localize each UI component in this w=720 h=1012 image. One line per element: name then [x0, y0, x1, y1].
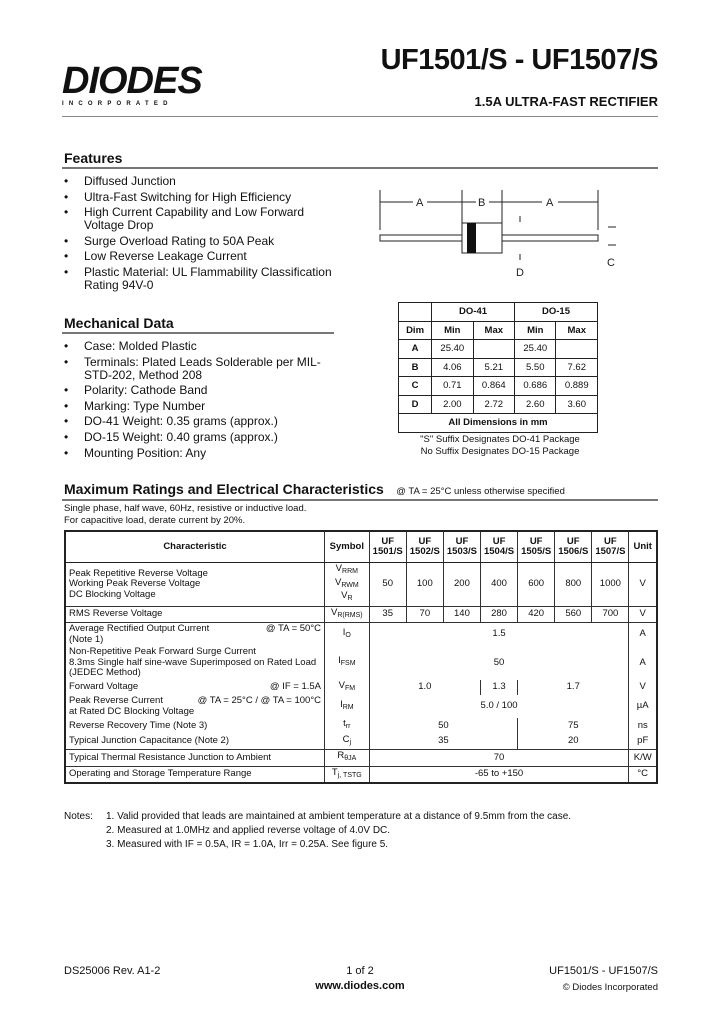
symbol: [328, 700, 366, 714]
table-row: [65, 646, 657, 680]
table-cell: 0.889: [556, 377, 598, 396]
dim-label-a: A: [546, 197, 554, 209]
logo-tagline: INCORPORATED: [62, 101, 173, 107]
ratings-intro: [64, 503, 306, 527]
value-cell: -65 to +150: [369, 766, 629, 783]
column-header: Max: [473, 321, 514, 340]
value-cell: 600: [518, 563, 555, 607]
mechanical-heading: Mechanical Data: [64, 315, 174, 331]
value-cell: 200: [443, 563, 480, 607]
dim-label-c: C: [607, 257, 615, 269]
table-row: [399, 377, 598, 396]
table-cell: 0.71: [432, 377, 473, 396]
dim-label-a: A: [416, 197, 424, 209]
table-row: [65, 734, 657, 750]
characteristic-line: Working Peak Reverse Voltage: [69, 578, 201, 589]
symbol-cell: [325, 646, 370, 680]
table-cell: 5.50: [515, 358, 556, 377]
header-part: UF 1501/S: [369, 531, 406, 563]
value-cell: 420: [518, 606, 555, 623]
symbol: [328, 719, 366, 733]
table-cell: 0.864: [473, 377, 514, 396]
table-row: [65, 623, 657, 647]
value-cell: 1000: [592, 563, 629, 607]
characteristic-line: Peak Reverse Current: [69, 695, 163, 706]
symbol-main: V: [335, 563, 343, 574]
package-header: DO-15: [515, 303, 598, 322]
characteristic-cell: [65, 680, 325, 696]
unit-cell: ns: [629, 718, 657, 734]
symbol-sub: RRM: [342, 568, 358, 575]
list-item: • Surge Overload Rating to 50A Peak: [62, 235, 332, 248]
notes-label: Notes:: [64, 811, 93, 822]
condition: @ TA = 50°C: [265, 623, 321, 634]
header-part: UF 1505/S: [518, 531, 555, 563]
column-header: Max: [556, 321, 598, 340]
value-cell: 75: [518, 718, 629, 734]
symbol-main: T: [331, 766, 338, 778]
symbol-main: V: [338, 679, 345, 691]
unit-cell: µA: [629, 695, 657, 718]
table-row: [399, 340, 598, 359]
value-cell: 70: [406, 606, 443, 623]
symbol-main: V: [331, 606, 338, 618]
column-header-row: [399, 321, 598, 340]
value-cell: 35: [369, 606, 406, 623]
value-cell: 50: [369, 718, 517, 734]
symbol-cell: [325, 606, 370, 623]
unit-cell: K/W: [629, 750, 657, 767]
footer-part: UF1501/S - UF1507/S: [549, 965, 658, 977]
symbol: [328, 681, 366, 695]
package-header: DO-41: [432, 303, 515, 322]
package-header-row: [399, 303, 598, 322]
column-header: Min: [515, 321, 556, 340]
footer-row: [399, 414, 598, 433]
symbol-main: C: [342, 733, 350, 745]
symbol-sub: RWM: [341, 581, 359, 589]
list-item: • Plastic Material: UL Flammability Classification Rating 94V-0: [62, 266, 332, 292]
characteristic-cell: [65, 734, 325, 750]
table-cell: [473, 340, 514, 359]
symbol-sub: R(RMS): [337, 611, 363, 619]
symbol: [328, 628, 366, 642]
condition: @ TA = 25°C / @ TA = 100°C: [197, 695, 321, 706]
header-part: UF 1502/S: [406, 531, 443, 563]
dim-label-b: B: [478, 197, 486, 209]
characteristic-cell: [65, 695, 325, 718]
header-part: UF 1506/S: [555, 531, 592, 563]
ratings-condition: @ TA = 25°C unless otherwise specified: [396, 486, 565, 497]
list-item: • DO-41 Weight: 0.35 grams (approx.): [62, 415, 332, 428]
website-link[interactable]: www.diodes.com: [315, 980, 405, 992]
symbol-cell: [325, 695, 370, 718]
header-symbol: Symbol: [325, 531, 370, 563]
characteristic-line: Operating and Storage Temperature Range: [69, 768, 252, 779]
symbol: [328, 768, 366, 782]
note-item: 2. Measured at 1.0MHz and applied reverse voltage of 4.0V DC.: [106, 825, 391, 836]
symbol: [328, 656, 366, 670]
table-row: [65, 563, 657, 607]
unit-cell: °C: [629, 766, 657, 783]
table-cell: 0.686: [515, 377, 556, 396]
suffix-note: No Suffix Designates DO-15 Package: [420, 446, 580, 457]
dim-label-d: D: [516, 267, 524, 279]
list-item: • Case: Molded Plastic: [62, 340, 332, 353]
symbol-cell: [325, 680, 370, 696]
symbol-main: I: [342, 626, 346, 638]
list-item: • Ultra-Fast Switching for High Efficiency: [62, 191, 332, 204]
unit-cell: A: [629, 623, 657, 647]
symbol-cell: [325, 750, 370, 767]
features-list: [62, 175, 332, 295]
package-outline-diagram: [370, 185, 630, 280]
symbol-cell: [325, 563, 370, 607]
header-part: UF 1504/S: [480, 531, 517, 563]
characteristic-line: (Note 1): [69, 633, 104, 645]
symbol: [328, 591, 366, 605]
symbol-main: V: [334, 576, 342, 588]
symbol-cell: [325, 766, 370, 783]
diodes-logo: [62, 62, 224, 110]
unit-cell: V: [629, 680, 657, 696]
symbol-main: R: [337, 750, 345, 761]
list-item: • Low Reverse Leakage Current: [62, 250, 332, 263]
page-number: 1 of 2: [346, 965, 374, 977]
dimensions-table: [398, 302, 598, 433]
table-cell: 3.60: [556, 395, 598, 414]
list-item: • Mounting Position: Any: [62, 447, 332, 460]
table-row: [65, 766, 657, 783]
table-row: [65, 750, 657, 767]
symbol-sub: θJA: [344, 755, 357, 762]
mechanical-divider: [62, 332, 334, 334]
table-cell: 4.06: [432, 358, 473, 377]
intro-line: Single phase, half wave, 60Hz, resistive or inductive load.: [64, 503, 307, 514]
characteristic-line: DC Blocking Voltage: [69, 588, 156, 600]
characteristic-line: Typical Thermal Resistance Junction to Ambient: [69, 751, 272, 763]
symbol-sub: j, TSTG: [337, 771, 362, 779]
value-cell: 35: [369, 734, 517, 750]
condition: @ IF = 1.5A: [269, 681, 321, 692]
table-row: [65, 680, 657, 696]
features-heading: Features: [64, 150, 123, 166]
header-row: [65, 531, 657, 563]
ratings-table: [64, 530, 658, 784]
table-cell: 25.40: [515, 340, 556, 359]
symbol-sub: O: [345, 631, 351, 639]
characteristic-cell: [65, 563, 325, 607]
suffix-note: "S" Suffix Designates DO-41 Package: [420, 434, 580, 445]
value-cell: 400: [480, 563, 517, 607]
cathode-band: [467, 223, 476, 253]
table-row: [65, 606, 657, 623]
symbol-sub: rr: [345, 723, 351, 730]
table-cell: 2.00: [432, 395, 473, 414]
dimensions-footer: All Dimensions in mm: [399, 414, 598, 433]
symbol: [328, 608, 366, 622]
part-title: UF1501/S - UF1507/S: [380, 44, 658, 76]
characteristic-line: Peak Repetitive Reverse Voltage: [69, 567, 208, 579]
table-row: [399, 395, 598, 414]
column-header: Min: [432, 321, 473, 340]
symbol-main: t: [343, 718, 346, 729]
header-divider: [62, 116, 658, 117]
list-item: • High Current Capability and Low Forward Voltage Drop: [62, 206, 332, 232]
blank-cell: [399, 303, 432, 322]
characteristic-line: 8.3ms Single half sine-wave Superimposed on Rated Load: [69, 656, 317, 668]
characteristic-cell: [65, 606, 325, 623]
symbol: [328, 564, 366, 578]
characteristic-line: (JEDEC Method): [69, 667, 141, 678]
symbol-sub: j: [349, 738, 352, 746]
symbol-sub: RM: [342, 703, 354, 711]
value-cell: 800: [555, 563, 592, 607]
value-cell: 20: [518, 734, 629, 750]
table-cell: 2.60: [515, 395, 556, 414]
value-cell: 100: [406, 563, 443, 607]
list-item: • Diffused Junction: [62, 175, 332, 188]
table-cell: [556, 340, 598, 359]
characteristic-line: at Rated DC Blocking Voltage: [69, 705, 195, 717]
value-cell: 1.0: [369, 680, 480, 696]
ratings-divider: [62, 499, 658, 501]
table-row: [399, 358, 598, 377]
notes-section: [64, 810, 664, 852]
value-cell: 1.5: [369, 623, 629, 647]
value-cell: 50: [369, 563, 406, 607]
doc-number: DS25006 Rev. A1-2: [64, 965, 161, 977]
table-cell: 5.21: [473, 358, 514, 377]
unit-cell: A: [629, 646, 657, 680]
table-cell: 2.72: [473, 395, 514, 414]
characteristic-cell: [65, 646, 325, 680]
characteristic-line: RMS Reverse Voltage: [69, 608, 163, 619]
characteristic-line: Typical Junction Capacitance (Note 2): [69, 735, 229, 746]
symbol-main: V: [341, 590, 348, 601]
note-item: 3. Measured with IF = 0.5A, IR = 1.0A, Irr = 0.25A. See figure 5.: [106, 839, 389, 850]
list-item: • Polarity: Cathode Band: [62, 384, 332, 397]
dim-name: A: [399, 340, 432, 359]
list-item: • Marking: Type Number: [62, 400, 332, 413]
value-cell: 280: [480, 606, 517, 623]
unit-cell: V: [629, 606, 657, 623]
value-cell: 1.3: [480, 680, 517, 696]
table-row: [65, 695, 657, 718]
value-cell: 5.0 / 100: [369, 695, 629, 718]
list-item: • DO-15 Weight: 0.40 grams (approx.): [62, 431, 332, 444]
characteristic-line: Average Rectified Output Current: [69, 623, 210, 634]
unit-cell: pF: [629, 734, 657, 750]
dim-name: C: [399, 377, 432, 396]
symbol: [328, 578, 366, 592]
intro-line: For capacitive load, derate current by 20%.: [64, 515, 246, 526]
characteristic-cell: [65, 766, 325, 783]
column-header: Dim: [399, 321, 432, 340]
header-part: UF 1507/S: [592, 531, 629, 563]
table-cell: 7.62: [556, 358, 598, 377]
symbol: [328, 735, 366, 749]
list-item: • Terminals: Plated Leads Solderable per MIL-STD-202, Method 208: [62, 356, 332, 382]
features-divider: [62, 167, 658, 169]
ratings-heading-row: [64, 481, 565, 499]
table-cell: 25.40: [432, 340, 473, 359]
characteristic-cell: [65, 750, 325, 767]
mechanical-list: [62, 340, 332, 462]
note-item: 1. Valid provided that leads are maintained at ambient temperature at a distance of 9.5mm from the case.: [106, 811, 572, 822]
value-cell: 70: [369, 750, 629, 767]
symbol-sub: R: [347, 595, 353, 602]
value-cell: 700: [592, 606, 629, 623]
value-cell: 50: [369, 646, 629, 680]
value-cell: 1.7: [518, 680, 629, 696]
logo-word: DIODES: [62, 60, 202, 102]
characteristic-line: Forward Voltage: [69, 681, 139, 692]
header-part: UF 1503/S: [443, 531, 480, 563]
header-characteristic: Characteristic: [65, 531, 325, 563]
symbol-cell: [325, 623, 370, 647]
symbol-sub: FSM: [340, 660, 356, 667]
value-cell: 140: [443, 606, 480, 623]
copyright: © Diodes Incorporated: [562, 982, 658, 993]
header-unit: Unit: [629, 531, 657, 563]
symbol-main: I: [340, 698, 343, 710]
part-subtitle: 1.5A ULTRA-FAST RECTIFIER: [474, 94, 658, 109]
characteristic-line: Reverse Recovery Time (Note 3): [69, 719, 208, 731]
package-suffix-notes: [400, 434, 600, 458]
characteristic-cell: [65, 718, 325, 734]
characteristic-cell: [65, 623, 325, 647]
characteristic-line: Non-Repetitive Peak Forward Surge Current: [69, 646, 256, 657]
symbol-cell: [325, 734, 370, 750]
table-row: [65, 718, 657, 734]
value-cell: 560: [555, 606, 592, 623]
symbol: [328, 751, 366, 765]
symbol-cell: [325, 718, 370, 734]
symbol-sub: FM: [344, 684, 356, 692]
dim-name: D: [399, 395, 432, 414]
dim-name: B: [399, 358, 432, 377]
ratings-heading: Maximum Ratings and Electrical Characteristics: [64, 481, 384, 497]
symbol-main: I: [338, 655, 341, 666]
unit-cell: V: [629, 563, 657, 607]
